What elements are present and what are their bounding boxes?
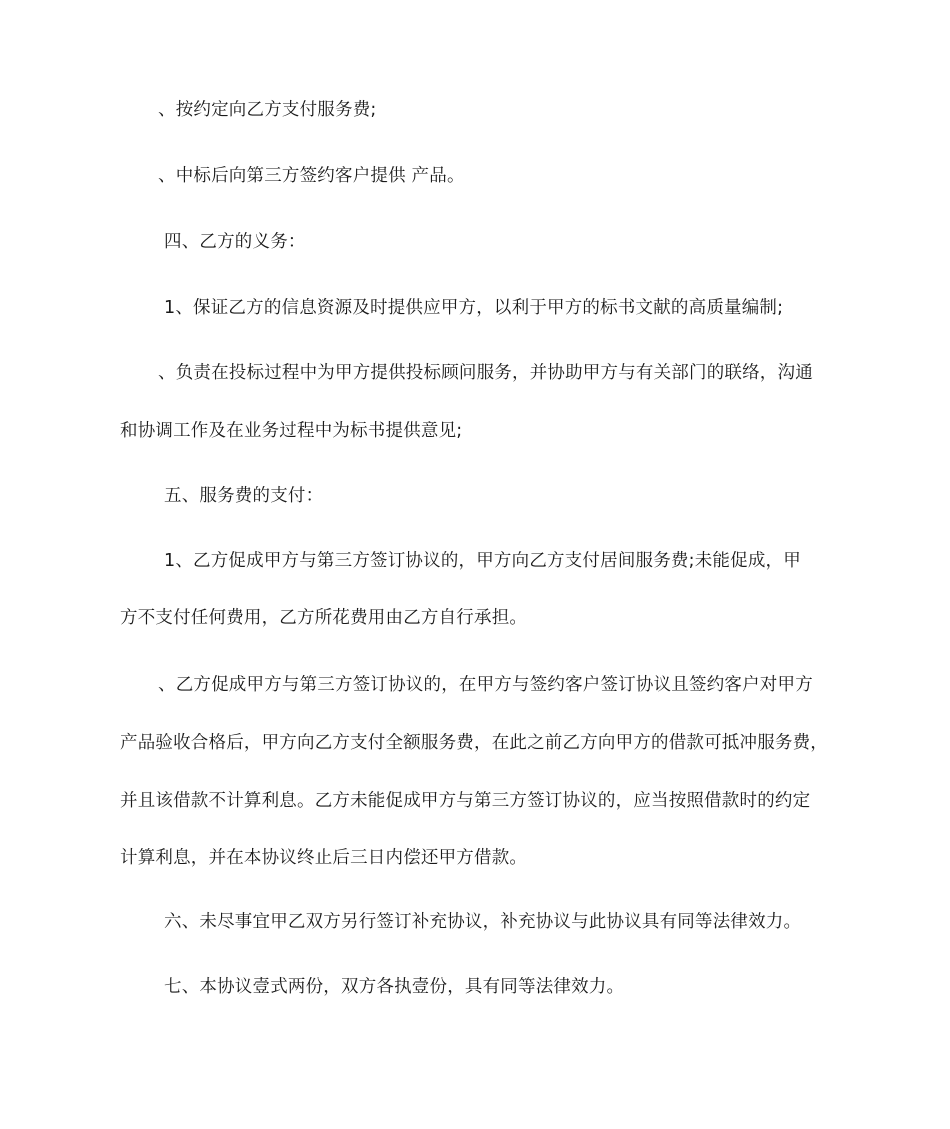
paragraph-line: 、按约定向乙方支付服务费; xyxy=(158,100,377,120)
paragraph-line: 方不支付任何费用，乙方所花费用由乙方自行承担。 xyxy=(120,608,528,628)
paragraph-line: 、负责在投标过程中为甲方提供投标顾问服务，并协助甲方与有关部门的联络，沟通 xyxy=(158,363,813,383)
paragraph-line: 1、保证乙方的信息资源及时提供应甲方，以利于甲方的标书文献的高质量编制; xyxy=(164,298,784,318)
paragraph-line: 产品验收合格后，甲方向乙方支付全额服务费，在此之前乙方向甲方的借款可抵冲服务费， xyxy=(120,733,828,753)
section-heading: 六、未尽事宜甲乙双方另行签订补充协议，补充协议与此协议具有同等法律效力。 xyxy=(164,912,802,932)
paragraph-line: 计算利息，并在本协议终止后三日内偿还甲方借款。 xyxy=(120,848,528,868)
paragraph-line: 、中标后向第三方签约客户提供 产品。 xyxy=(158,166,465,186)
section-heading: 七、本协议壹式两份，双方各执壹份，具有同等法律效力。 xyxy=(164,977,625,997)
section-heading: 四、乙方的义务： xyxy=(164,232,306,252)
paragraph-line: 并且该借款不计算利息。乙方未能促成甲方与第三方签订协议的，应当按照借款时的约定 xyxy=(120,791,811,811)
paragraph-line: 和协调工作及在业务过程中为标书提供意见; xyxy=(120,421,463,441)
section-heading: 五、服务费的支付： xyxy=(164,486,324,506)
paragraph-line: 1、乙方促成甲方与第三方签订协议的，甲方向乙方支付居间服务费;未能促成，甲 xyxy=(164,551,801,571)
paragraph-line: 、乙方促成甲方与第三方签订协议的，在甲方与签约客户签订协议且签约客户对甲方 xyxy=(158,675,813,695)
